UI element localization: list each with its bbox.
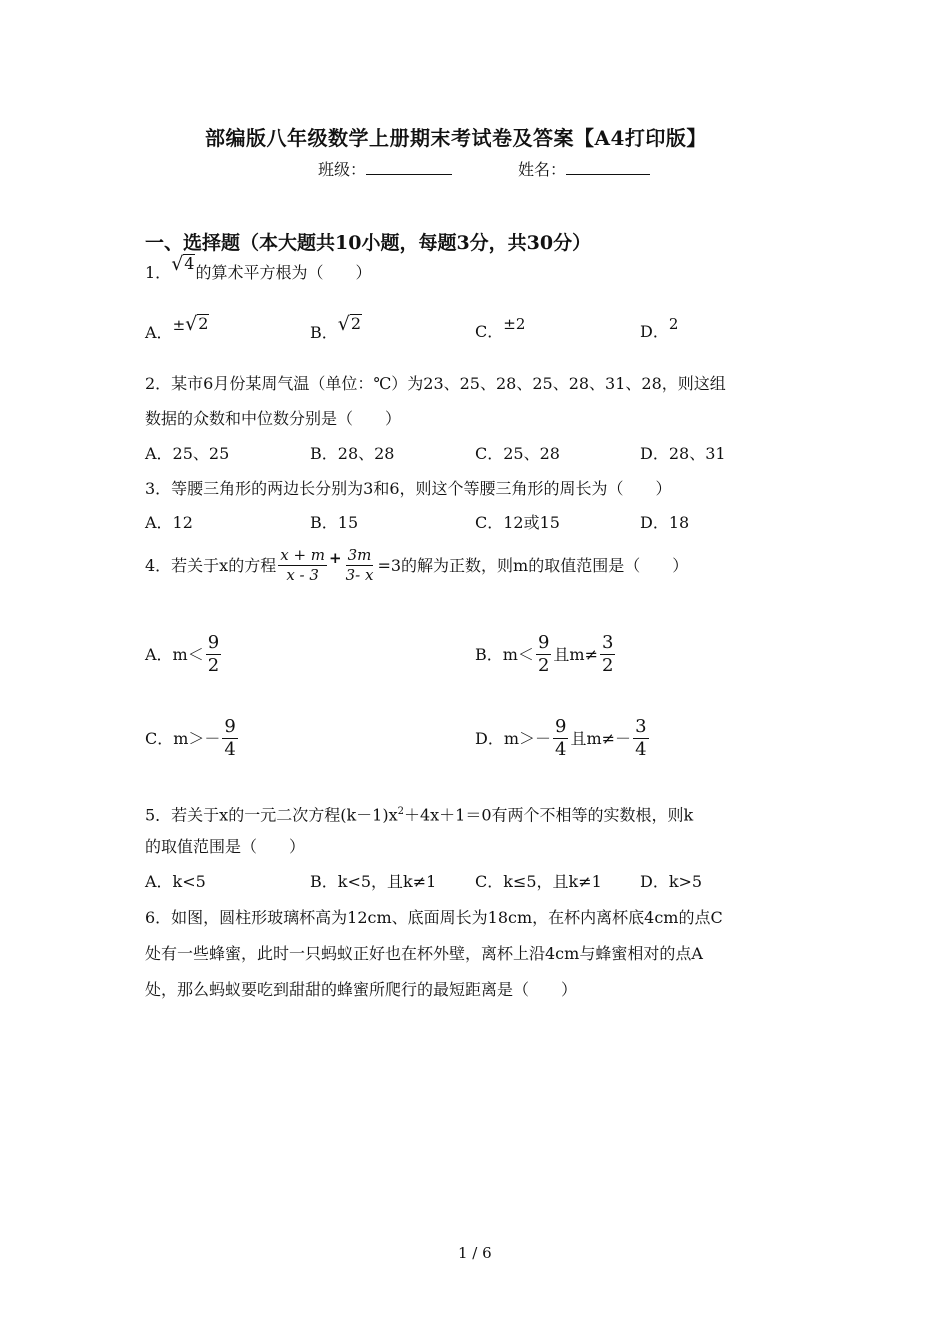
question-1 (145, 253, 372, 283)
section-heading: 一、选择题（本大题共10小题，每题3分，共30分） (145, 232, 592, 254)
q4-a-denominator: 2 (207, 655, 220, 676)
q1-option-b (310, 313, 362, 343)
q4-b-label: B．m＜ (475, 644, 534, 664)
sqrt-icon: √ (337, 313, 350, 335)
q1-text: 的算术平方根为（ ） (195, 263, 372, 282)
q4-c-denominator: 4 (224, 739, 236, 760)
q4-b-middle: 且m≠ (553, 644, 598, 664)
q1-b-label: B． (310, 323, 338, 342)
q4-f1-denominator: x - 3 (286, 566, 319, 584)
q2-option-b: B．28、28 (310, 444, 395, 463)
q4-plus: + (329, 548, 342, 567)
class-label: 班级： (318, 160, 367, 179)
q4-a-numerator: 9 (207, 632, 220, 653)
q4-d-fraction-2 (633, 716, 648, 761)
q1-d-value: 2 (668, 315, 679, 333)
q4-option-d (475, 716, 651, 761)
q4-suffix: =3的解为正数，则m的取值范围是（ ） (377, 555, 689, 575)
class-field (318, 160, 452, 180)
q4-c-label: C．m＞－ (145, 728, 221, 748)
q6-line-3: 处，那么蚂蚁要吃到甜甜的蜂蜜所爬行的最短距离是（ ） (145, 980, 578, 999)
q5-superscript: 2 (397, 806, 404, 817)
q4-option-b (475, 632, 617, 677)
q1-a-label: A． (145, 323, 173, 342)
sqrt-icon: √ (171, 253, 184, 275)
q3-option-c: C．12或15 (475, 513, 560, 532)
q4-d-fraction-1 (553, 716, 568, 761)
q4-b-denominator-2: 2 (601, 655, 614, 676)
q4-b-denominator-1: 2 (537, 655, 550, 676)
q1-b-sqrt (338, 314, 362, 334)
q4-c-numerator: 9 (224, 716, 236, 737)
q4-d-middle: 且m≠－ (570, 728, 632, 748)
q2-option-d: D．28、31 (640, 444, 726, 463)
q4-b-fraction-1 (536, 632, 551, 677)
q1-a-radicand: 2 (198, 314, 209, 333)
class-blank (366, 160, 452, 175)
q4-d-denominator-1: 4 (555, 739, 567, 760)
page-title: 部编版八年级数学上册期末考试卷及答案【A4打印版】 (205, 126, 707, 150)
q1-c-label: C． (475, 322, 504, 341)
q1-option-a (145, 313, 209, 343)
q5-line-1-a: 5．若关于x的一元二次方程(k－1)x (145, 805, 398, 825)
q1-d-label: D． (640, 322, 669, 341)
q4-d-numerator-2: 3 (635, 716, 647, 737)
q1-a-pm: ± (172, 316, 186, 334)
page-number: 1 / 6 (458, 1244, 492, 1262)
question-4 (145, 546, 688, 585)
name-field (518, 160, 650, 180)
q4-d-label: D．m＞－ (475, 728, 552, 748)
name-label: 姓名： (518, 160, 567, 179)
q3-text: 3．等腰三角形的两边长分别为3和6，则这个等腰三角形的周长为（ ） (145, 479, 672, 498)
q4-a-label: A．m＜ (145, 644, 204, 664)
q3-option-a: A．12 (145, 513, 193, 532)
q5-option-a: A．k<5 (145, 872, 206, 891)
name-blank (566, 160, 650, 175)
q2-line-2: 数据的众数和中位数分别是（ ） (145, 409, 402, 428)
q5-line-1 (145, 802, 693, 825)
q1-c-value: ±2 (503, 315, 526, 333)
q1-sqrt (171, 254, 195, 274)
q5-option-c: C．k≤5，且k≠1 (475, 872, 602, 891)
q4-a-fraction (206, 632, 221, 677)
q1-radicand: 4 (184, 254, 195, 273)
q4-c-fraction (222, 716, 237, 761)
q4-b-numerator-2: 3 (601, 632, 614, 653)
q4-f2-denominator: 3- x (345, 566, 374, 584)
q3-option-b: B．15 (310, 513, 359, 532)
q5-option-b: B．k<5，且k≠1 (310, 872, 437, 891)
q4-option-c (145, 716, 240, 761)
q1-option-d (640, 315, 679, 342)
q4-d-denominator-2: 4 (635, 739, 647, 760)
q4-b-numerator-1: 9 (537, 632, 550, 653)
q2-option-c: C．25、28 (475, 444, 560, 463)
q6-line-1: 6．如图，圆柱形玻璃杯高为12cm、底面周长为18cm，在杯内离杯底4cm的点C (145, 908, 723, 927)
q4-fraction-2 (344, 546, 376, 585)
q4-d-numerator-1: 9 (555, 716, 567, 737)
q1-number: 1． (145, 263, 172, 282)
q4-fraction-1 (278, 546, 327, 585)
q3-option-d: D．18 (640, 513, 690, 532)
q6-line-2: 处有一些蜂蜜，此时一只蚂蚁正好也在杯外壁，离杯上沿4cm与蜂蜜相对的点A (145, 944, 703, 963)
q2-line-1: 2．某市6月份某周气温（单位：℃）为23、25、28、25、28、31、28，则这组 (145, 374, 726, 393)
q4-prefix: 4．若关于x的方程 (145, 555, 277, 575)
q4-option-a (145, 632, 223, 677)
q1-option-c (475, 315, 526, 342)
q4-f1-numerator: x + m (280, 546, 326, 564)
q5-line-1-b: ＋4x＋1＝0有两个不相等的实数根，则k (403, 805, 694, 825)
sqrt-icon: √ (185, 313, 198, 335)
q2-option-a: A．25、25 (145, 444, 230, 463)
q4-f2-numerator: 3m (347, 546, 372, 564)
q1-a-sqrt (185, 314, 209, 334)
q5-line-2: 的取值范围是（ ） (145, 837, 306, 856)
q1-b-radicand: 2 (350, 314, 362, 333)
q5-option-d: D．k>5 (640, 872, 703, 891)
q4-b-fraction-2 (600, 632, 615, 677)
